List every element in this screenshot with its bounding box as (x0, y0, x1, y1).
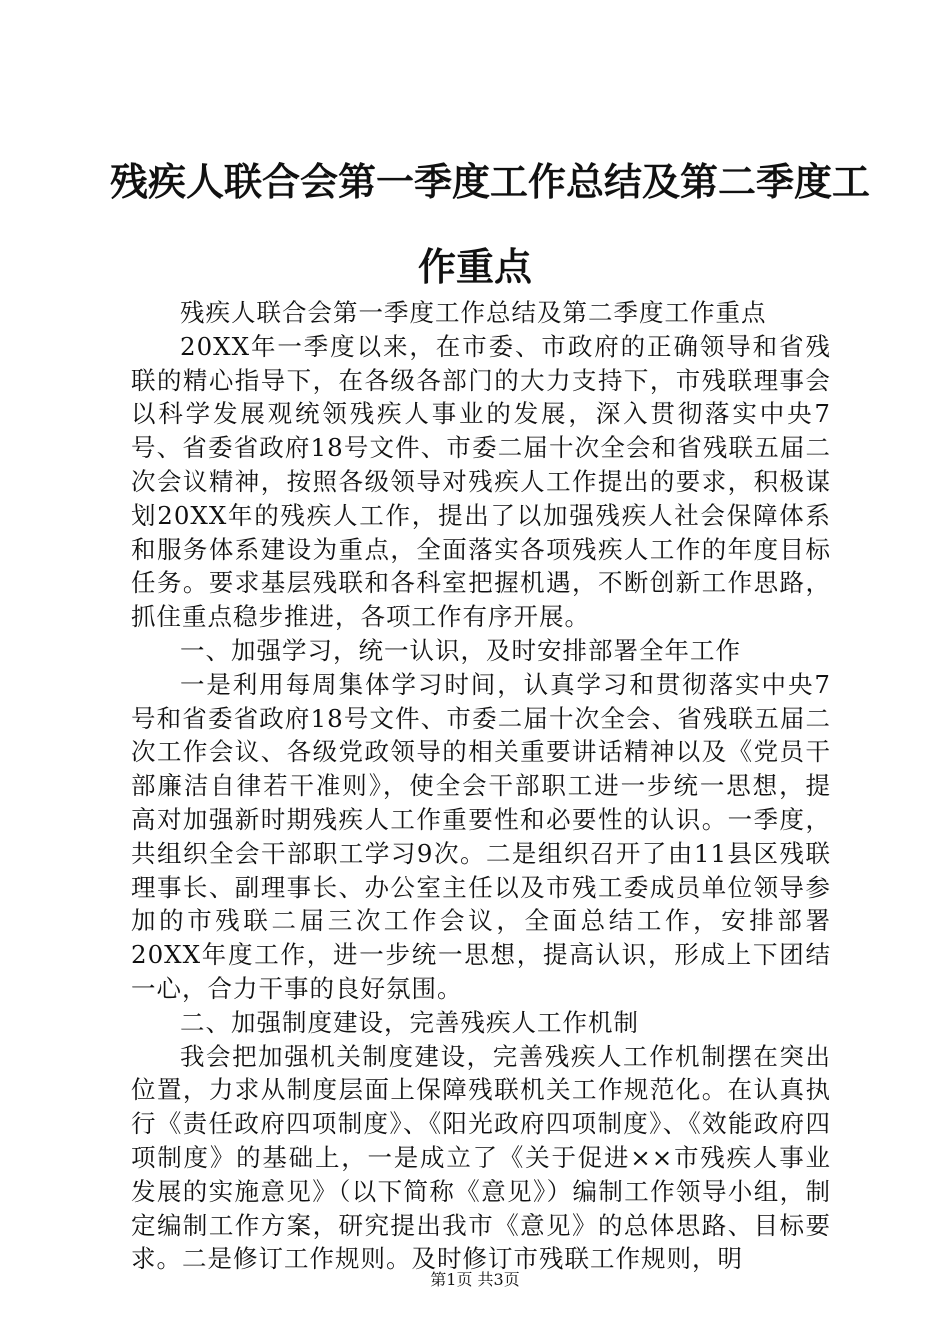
document-body (131, 296, 831, 1276)
body-paragraph: 一是利用每周集体学习时间，认真学习和贯彻落实中央7号和省委省政府18号文件、市委二届十次全会、省残联五届二次工作会议、各级党政领导的相关重要讲话精神以及《党员干部廉洁自律若干准则》，使全会干部职工进一步统一思想，提高对加强新时期残疾人工作重要性和必要性的认识。一季度，共组织全会干部职工学习9次。二是组织召开了由11县区残联理事长、副理事长、办公室主任以及市残工委成员单位领导参加的市残联二届三次工作会议，全面总结工作，安排部署20XX年度工作，进一步统一思想，提高认识，形成上下团结一心，合力干事的良好氛围。 (131, 669, 831, 1003)
document-title-line-1: 残疾人联合会第一季度工作总结及第二季度工 (110, 159, 871, 204)
section-heading: 二、加强制度建设，完善残疾人工作机制 (180, 1007, 639, 1037)
body-paragraph: 我会把加强机关制度建设，完善残疾人工作机制摆在突出位置，力求从制度层面上保障残联机关工作规范化。在认真执行《责任政府四项制度》、《阳光政府四项制度》、《效能政府四项制度》的基础上，一是成立了《关于促进××市残疾人事业发展的实施意见》（以下简称《意见》）编制工作领导小组，制定编制工作方案，研究提出我市《意见》的总体思路、目标要求。二是修订工作规则。及时修订市残联工作规则，明 (131, 1041, 831, 1274)
subtitle-paragraph: 残疾人联合会第一季度工作总结及第二季度工作重点 (180, 298, 767, 327)
section-heading: 一、加强学习，统一认识，及时安排部署全年工作 (180, 635, 741, 665)
page-number-footer: 第1页 共3页 (430, 1270, 520, 1289)
body-paragraph: 20XX年一季度以来，在市委、市政府的正确领导和省残联的精心指导下，在各级各部门的大力支持下，市残联理事会以科学发展观统领残疾人事业的发展，深入贯彻落实中央7号、省委省政府18号文件、市委二届十次全会和省残联五届二次会议精神，按照各级领导对残疾人工作提出的要求，积极谋划20XX年的残疾人工作，提出了以加强残疾人社会保障体系和服务体系建设为重点，全面落实各项残疾人工作的年度目标任务。要求基层残联和各科室把握机遇，不断创新工作思路，抓住重点稳步推进，各项工作有序开展。 (131, 331, 831, 632)
document-title-line-2: 作重点 (417, 244, 532, 289)
